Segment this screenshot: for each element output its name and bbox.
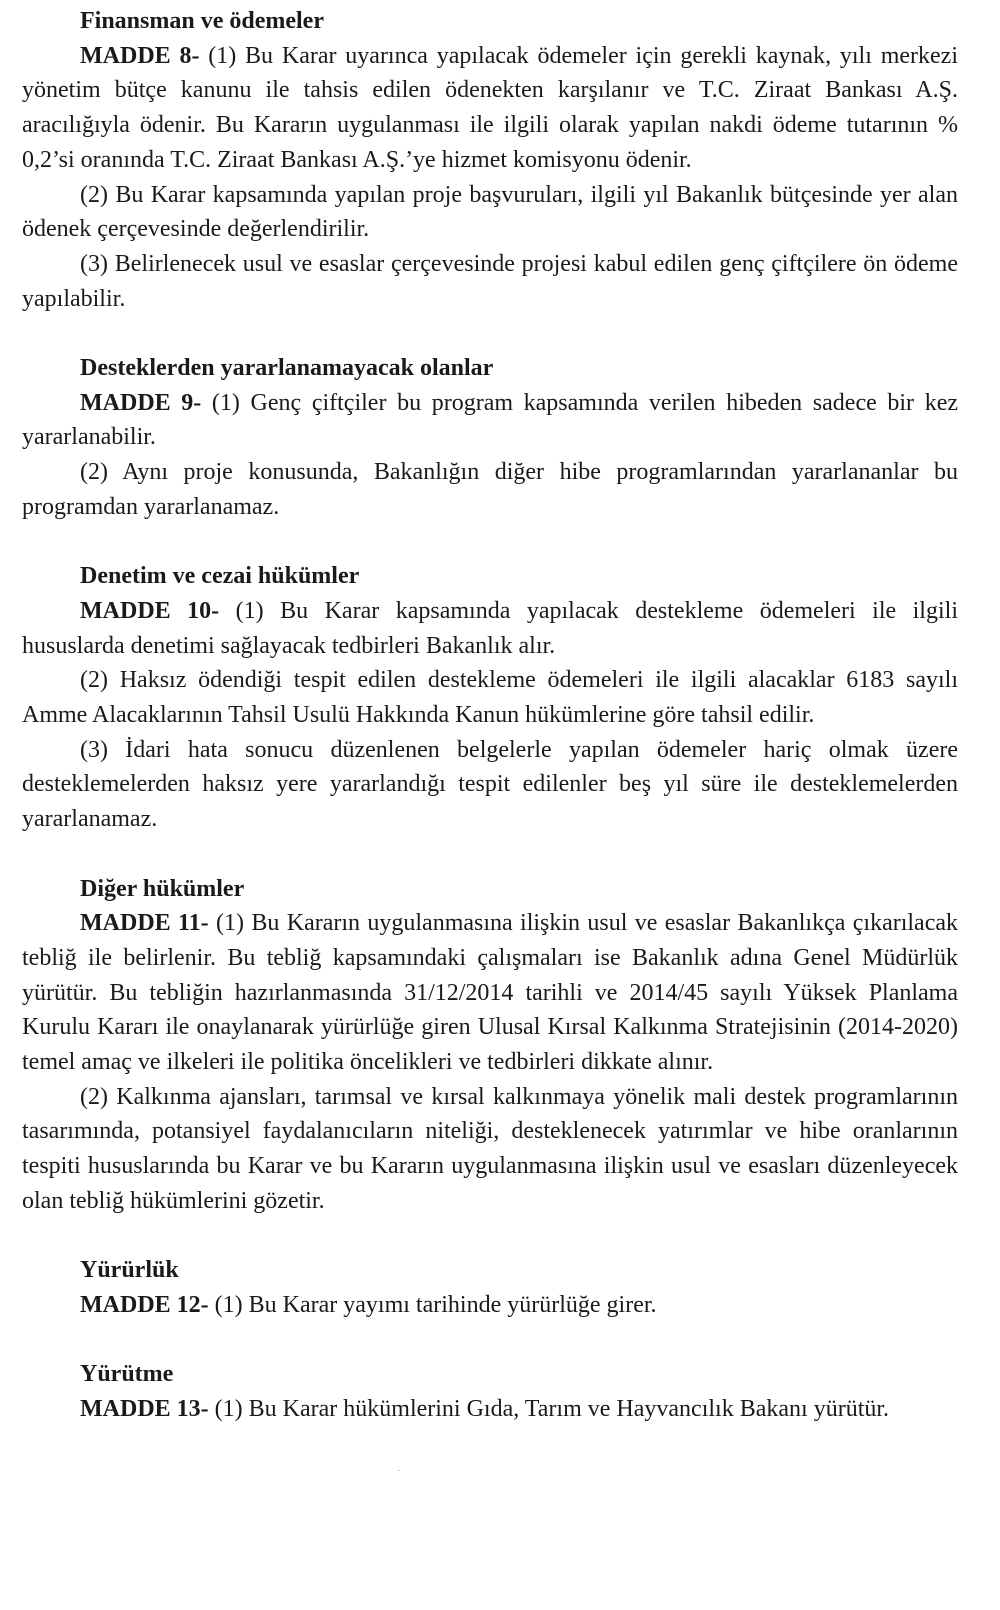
madde-label: MADDE 13-	[80, 1396, 209, 1423]
paragraph-text: (2) Bu Karar kapsamında yapılan proje başvuruları, ilgili yıl Bakanlık bütçesinde yer alan ödenek çerçevesinde değerlendirilir.	[22, 181, 958, 243]
paragraph	[22, 733, 958, 837]
document-page	[22, 4, 958, 1427]
madde-label: MADDE 10-	[80, 597, 220, 624]
section-heading: Desteklerden yararlanamayacak olanlar	[80, 355, 494, 382]
paragraph-text: (1) Bu Karar yayımı tarihinde yürürlüğe girer.	[208, 1291, 657, 1318]
scan-speck	[398, 1470, 400, 1471]
section-heading: Yürütme	[80, 1361, 174, 1388]
paragraph	[22, 906, 958, 1080]
paragraph	[22, 1080, 958, 1219]
madde-label: MADDE 12-	[80, 1291, 209, 1318]
section-heading: Denetim ve cezai hükümler	[80, 563, 360, 590]
madde-label: MADDE 11-	[80, 910, 209, 937]
paragraph	[22, 178, 958, 247]
paragraph	[22, 247, 958, 316]
section-denetim	[22, 559, 958, 837]
paragraph	[22, 663, 958, 732]
section-finansman	[22, 4, 958, 316]
section-yurutme	[22, 1357, 958, 1426]
paragraph-text: (1) Bu Kararın uygulanmasına ilişkin usul ve esaslar Bakanlıkça çıkarılacak tebliğ ile belirlenir. Bu tebliğ kapsamındaki çalışmaları ise Bakanlık adına Genel Müdürlük yürütür. Bu tebliğin hazırlanmasında 31/12/2014 tarihli ve 2014/45 sayılı Yüksek Planlama Kurulu Kararı ile onaylanarak yürürlüğe giren Ulusal Kırsal Kalkınma Stratejisinin (2014-2020) temel amaç ve ilkeleri ile politika öncelikleri ve tedbirleri dikkate alınır.	[22, 910, 959, 1076]
paragraph-text: (1) Bu Karar hükümlerini Gıda, Tarım ve Hayvancılık Bakanı yürütür.	[208, 1396, 890, 1423]
paragraph-text: (3) Belirlenecek usul ve esaslar çerçevesinde projesi kabul edilen genç çiftçilere ön ödeme yapılabilir.	[22, 250, 958, 312]
paragraph	[22, 594, 958, 663]
section-heading: Diğer hükümler	[80, 875, 245, 902]
madde-label: MADDE 9-	[80, 389, 202, 416]
paragraph-text: (2) Haksız ödendiği tespit edilen destekleme ödemeleri ile ilgili alacaklar 6183 sayılı Amme Alacaklarının Tahsil Usulü Hakkında Kanun hükümlerine göre tahsil edilir.	[22, 667, 958, 729]
paragraph	[22, 39, 958, 178]
section-heading: Finansman ve ödemeler	[80, 8, 324, 34]
madde-label: MADDE 8-	[80, 42, 200, 69]
paragraph	[22, 1288, 958, 1323]
paragraph-text: (1) Genç çiftçiler bu program kapsamında verilen hibeden sadece bir kez yararlanabilir.	[22, 389, 958, 451]
section-desteklerden	[22, 351, 958, 525]
paragraph-text: (1) Bu Karar uyarınca yapılacak ödemeler için gerekli kaynak, yılı merkezi yönetim bütçe kanunu ile tahsis edilen ödenekten karşılanır ve T.C. Ziraat Bankası A.Ş. aracılığıyla ödenir. Bu Kararın uygulanması ile ilgili olarak yapılan nakdi ödeme tutarının % 0,2’si oranında T.C. Ziraat Bankası A.Ş.’ye hizmet komisyonu ödenir.	[22, 42, 958, 173]
section-diger	[22, 872, 958, 1219]
paragraph	[22, 455, 958, 524]
paragraph-text: (3) İdari hata sonucu düzenlenen belgelerle yapılan ödemeler hariç olmak üzere desteklemelerden haksız yere yararlandığı tespit edilenler beş yıl süre ile desteklemelerden yararlanamaz.	[22, 736, 958, 833]
paragraph-text: (2) Kalkınma ajansları, tarımsal ve kırsal kalkınmaya yönelik mali destek programlarının tasarımında, potansiyel faydalanıcıların niteliği, desteklenecek yatırımlar ve hibe oranlarının tespiti hususlarında bu Karar ve bu Kararın uygulanmasına ilişkin usul ve esasları düzenleyecek olan tebliğ hükümlerini gözetir.	[22, 1083, 958, 1214]
paragraph	[22, 386, 958, 455]
section-heading: Yürürlük	[80, 1257, 179, 1284]
paragraph	[22, 1392, 958, 1427]
paragraph-text: (2) Aynı proje konusunda, Bakanlığın diğer hibe programlarından yararlananlar bu programdan yararlanamaz.	[22, 459, 958, 520]
paragraph-text: (1) Bu Karar kapsamında yapılacak destekleme ödemeleri ile ilgili hususlarda denetimi sağlayacak tedbirleri Bakanlık alır.	[22, 597, 958, 659]
section-yururluk	[22, 1253, 958, 1322]
